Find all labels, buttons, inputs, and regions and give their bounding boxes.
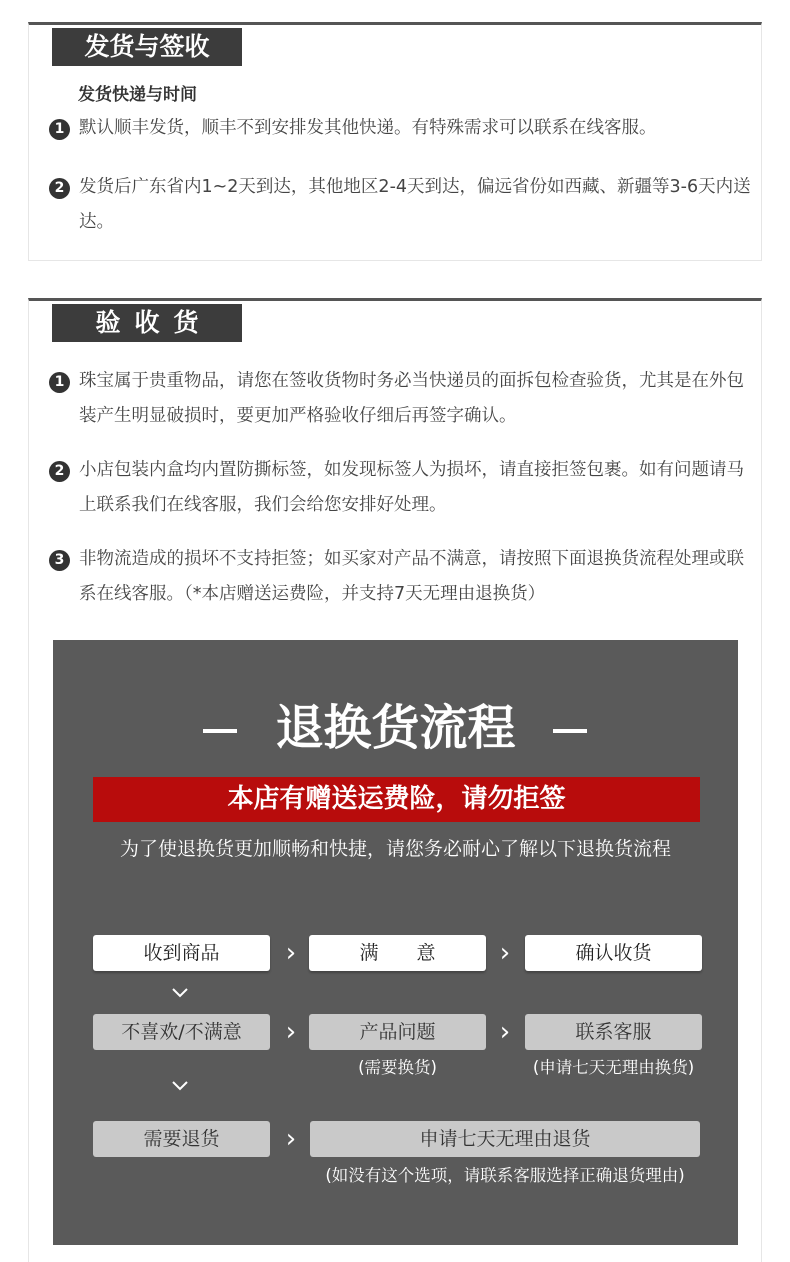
step-seven-day-return: 申请七天无理由退货 [310, 1121, 700, 1157]
section-tag-shipping: 发货与签收 [52, 28, 242, 66]
item-text: 默认顺丰发货，顺丰不到安排发其他快递。有特殊需求可以联系在线客服。 [79, 118, 657, 138]
step-need-return: 需要退货 [93, 1121, 270, 1157]
step-product-issue: 产品问题 [309, 1014, 486, 1050]
arrow-right-icon: › [285, 1124, 297, 1154]
step-satisfied: 满 意 [309, 935, 486, 971]
section-tag-inspection: 验收货 [52, 304, 242, 342]
step-received: 收到商品 [93, 935, 270, 971]
number-badge: 2 [49, 461, 70, 482]
arrow-right-icon: › [499, 938, 511, 968]
chevron-down-icon [170, 983, 190, 1003]
item-text: 发货后广东省内1~2天到达，其他地区2-4天到达，偏远省份如西藏、新疆等3-6天内送达。 [79, 177, 751, 232]
shipping-section [28, 22, 762, 261]
item-text: 珠宝属于贵重物品，请您在签收货物时务必当快递员的面拆包检查验货，尤其是在外包装产生明显破损时，要更加严格验收仔细后再签字确认。 [79, 371, 744, 426]
caption-exchange: (需要换货) [358, 1058, 437, 1077]
number-badge: 1 [49, 119, 70, 140]
arrow-right-icon: › [285, 938, 297, 968]
flow-note: 为了使退换货更加顺畅和快捷，请您务必耐心了解以下退换货流程 [119, 838, 671, 860]
item-text: 小店包装内盒均内置防撕标签，如发现标签人为损坏，请直接拒签包裹。如有问题请马上联系我们在线客服，我们会给您安排好处理。 [79, 460, 744, 515]
number-badge: 2 [49, 178, 70, 199]
subheading: 发货快递与时间 [78, 85, 197, 105]
number-badge: 3 [49, 550, 70, 571]
shipping-insurance-banner: 本店有赠送运费险，请勿拒签 [93, 777, 700, 822]
step-confirm-receipt: 确认收货 [525, 935, 702, 971]
arrow-right-icon: › [285, 1017, 297, 1047]
number-badge: 1 [49, 372, 70, 393]
item-text: 非物流造成的损坏不支持拒签；如买家对产品不满意，请按照下面退换货流程处理或联系在线客服。（*本店赠送运费险，并支持7天无理由退换货） [79, 549, 744, 604]
arrow-right-icon: › [499, 1017, 511, 1047]
return-flow-panel [53, 640, 738, 1245]
caption-seven-day-exchange: (申请七天无理由换货) [532, 1058, 695, 1077]
title-dash-right [553, 729, 587, 733]
flow-title: 退换货流程 [275, 700, 516, 756]
step-not-satisfied: 不喜欢/不满意 [93, 1014, 270, 1050]
chevron-down-icon [170, 1076, 190, 1096]
caption-return-reason: (如没有这个选项，请联系客服选择正确退货理由) [325, 1166, 685, 1185]
step-contact-service: 联系客服 [525, 1014, 702, 1050]
